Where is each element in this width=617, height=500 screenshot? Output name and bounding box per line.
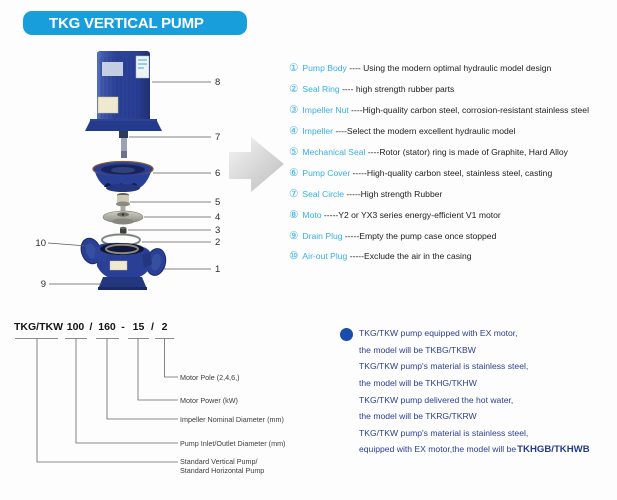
callout-4: 4 xyxy=(215,212,221,223)
model-label-standard-2: Standard Horizontal Pump xyxy=(180,466,265,475)
part-row xyxy=(289,246,589,267)
part-desc: ----Select the modern excellent hydraulic model xyxy=(333,126,516,137)
model-code-tree xyxy=(0,300,320,500)
part-row xyxy=(289,142,589,163)
callout-7: 7 xyxy=(215,132,221,143)
bullet-dot-icon xyxy=(340,328,353,341)
part-desc: ---- high strength rubber parts xyxy=(339,84,455,95)
part-desc: ---- Using the modern optimal hydraulic model design xyxy=(346,63,552,74)
part-name: Mechanical Seal xyxy=(302,147,366,157)
part-desc: -----High strength Rubber xyxy=(343,188,443,199)
part-desc: -----Empty the pump case once stopped xyxy=(342,230,497,241)
part-row xyxy=(289,225,589,246)
model-seg-slash2: / xyxy=(151,321,154,333)
page-title: TKG VERTICAL PUMP xyxy=(49,14,204,32)
callout-2: 2 xyxy=(215,237,221,248)
motor-illustration xyxy=(85,51,162,131)
callout-3: 3 xyxy=(215,225,221,236)
note-line: TKG/TKW pump's material is stainless steel, xyxy=(359,361,529,372)
part-row xyxy=(289,58,589,79)
part-row xyxy=(289,100,589,121)
note-line: the model will be TKBG/TKBW xyxy=(359,344,476,355)
impeller-nut-illustration xyxy=(120,227,127,234)
circled-number-icon: ⑦ xyxy=(289,187,299,200)
exploded-pump-diagram xyxy=(0,40,290,320)
part-name: Seal Circle xyxy=(302,188,344,199)
note-line: TKG/TKW pump delivered the hot water, xyxy=(359,394,514,405)
circled-number-icon: ② xyxy=(289,83,299,96)
circled-number-icon: ③ xyxy=(289,104,299,117)
part-name: Pump Cover xyxy=(302,167,351,178)
part-desc: -----Exclude the air in the casing xyxy=(347,251,472,262)
part-name: Pump Body xyxy=(302,63,347,74)
part-row xyxy=(289,162,589,183)
circled-number-icon: ⑤ xyxy=(289,146,299,158)
model-notes xyxy=(359,325,590,458)
motor-label xyxy=(136,56,149,78)
part-desc: ----High-quality carbon steel, corrosion-resistant stainless steel xyxy=(348,105,589,116)
part-row xyxy=(289,204,589,225)
model-seg-inlet: 100 xyxy=(66,321,85,333)
model-seg-series: TKG/TKW xyxy=(14,321,63,333)
part-name: Seal Ring xyxy=(302,84,340,95)
circled-number-icon: ⑥ xyxy=(289,166,299,179)
shaft-illustration xyxy=(119,131,128,158)
model-label-pole: Motor Pole (2,4,6,) xyxy=(180,373,240,382)
parts-legend xyxy=(289,58,589,267)
callout-9: 9 xyxy=(40,279,46,290)
model-label-impeller: Impeller Nominal Diameter (mm) xyxy=(180,415,284,424)
motor-nameplate xyxy=(102,62,123,76)
part-name: Drain Plug xyxy=(302,230,343,241)
part-row xyxy=(289,183,589,204)
part-row xyxy=(289,121,589,142)
mechanical-seal-illustration xyxy=(116,193,130,207)
circled-number-icon: ⑧ xyxy=(289,208,299,221)
note-line: TKG/TKW pump's material is stainless steel, xyxy=(359,427,529,438)
part-name: Impeller xyxy=(302,126,333,137)
model-seg-pole: 2 xyxy=(161,321,168,333)
model-seg-impeller: 160 xyxy=(98,321,116,333)
circled-number-icon: ④ xyxy=(289,125,299,138)
body-nameplate xyxy=(110,261,127,270)
note-line: the model will be TKRG/TKRW xyxy=(359,411,477,422)
terminal-box xyxy=(98,97,118,113)
note-line: the model will be TKHG/TKHW xyxy=(359,378,477,389)
part-desc: -----High-quality carbon steel, stainless steel, casting xyxy=(350,167,553,178)
model-seg-power: 15 xyxy=(132,321,145,333)
pump-body-illustration xyxy=(78,236,168,290)
model-label-inlet: Pump Inlet/Outlet Diameter (mm) xyxy=(180,439,286,448)
callout-10: 10 xyxy=(35,238,46,249)
model-label-power: Motor Power (kW) xyxy=(180,396,238,405)
circled-number-icon: ⑨ xyxy=(289,229,299,242)
part-name: Impeller Nut xyxy=(302,105,349,116)
page-title-banner xyxy=(23,11,247,35)
part-name: Air-out Plug xyxy=(302,251,348,262)
circled-number-icon: ① xyxy=(289,62,299,75)
part-row xyxy=(289,79,589,100)
callout-1: 1 xyxy=(215,264,221,275)
impeller-illustration xyxy=(103,206,143,225)
note-line: equipped with EX motor,the model will be TKHGB/TKHWB xyxy=(359,443,590,455)
right-arrow-icon xyxy=(229,137,284,192)
callout-6: 6 xyxy=(215,168,221,179)
model-seg-slash: / xyxy=(89,321,93,333)
part-desc: ----Rotor (stator) ring is made of Graphite, Hard Alloy xyxy=(365,147,568,157)
model-seg-dash: - xyxy=(121,321,125,333)
circled-number-icon: ⑩ xyxy=(289,250,299,263)
callout-8: 8 xyxy=(215,77,221,88)
part-name: Moto xyxy=(302,209,322,220)
pump-cover-illustration xyxy=(93,162,153,193)
part-desc: -----Y2 or YX3 series energy-efficient V1 motor xyxy=(321,209,501,220)
model-label-standard-1: Standard Vertical Pump/ xyxy=(180,457,258,466)
note-line: TKG/TKW pump equipped with EX motor, xyxy=(359,328,518,339)
callout-5: 5 xyxy=(215,197,221,208)
